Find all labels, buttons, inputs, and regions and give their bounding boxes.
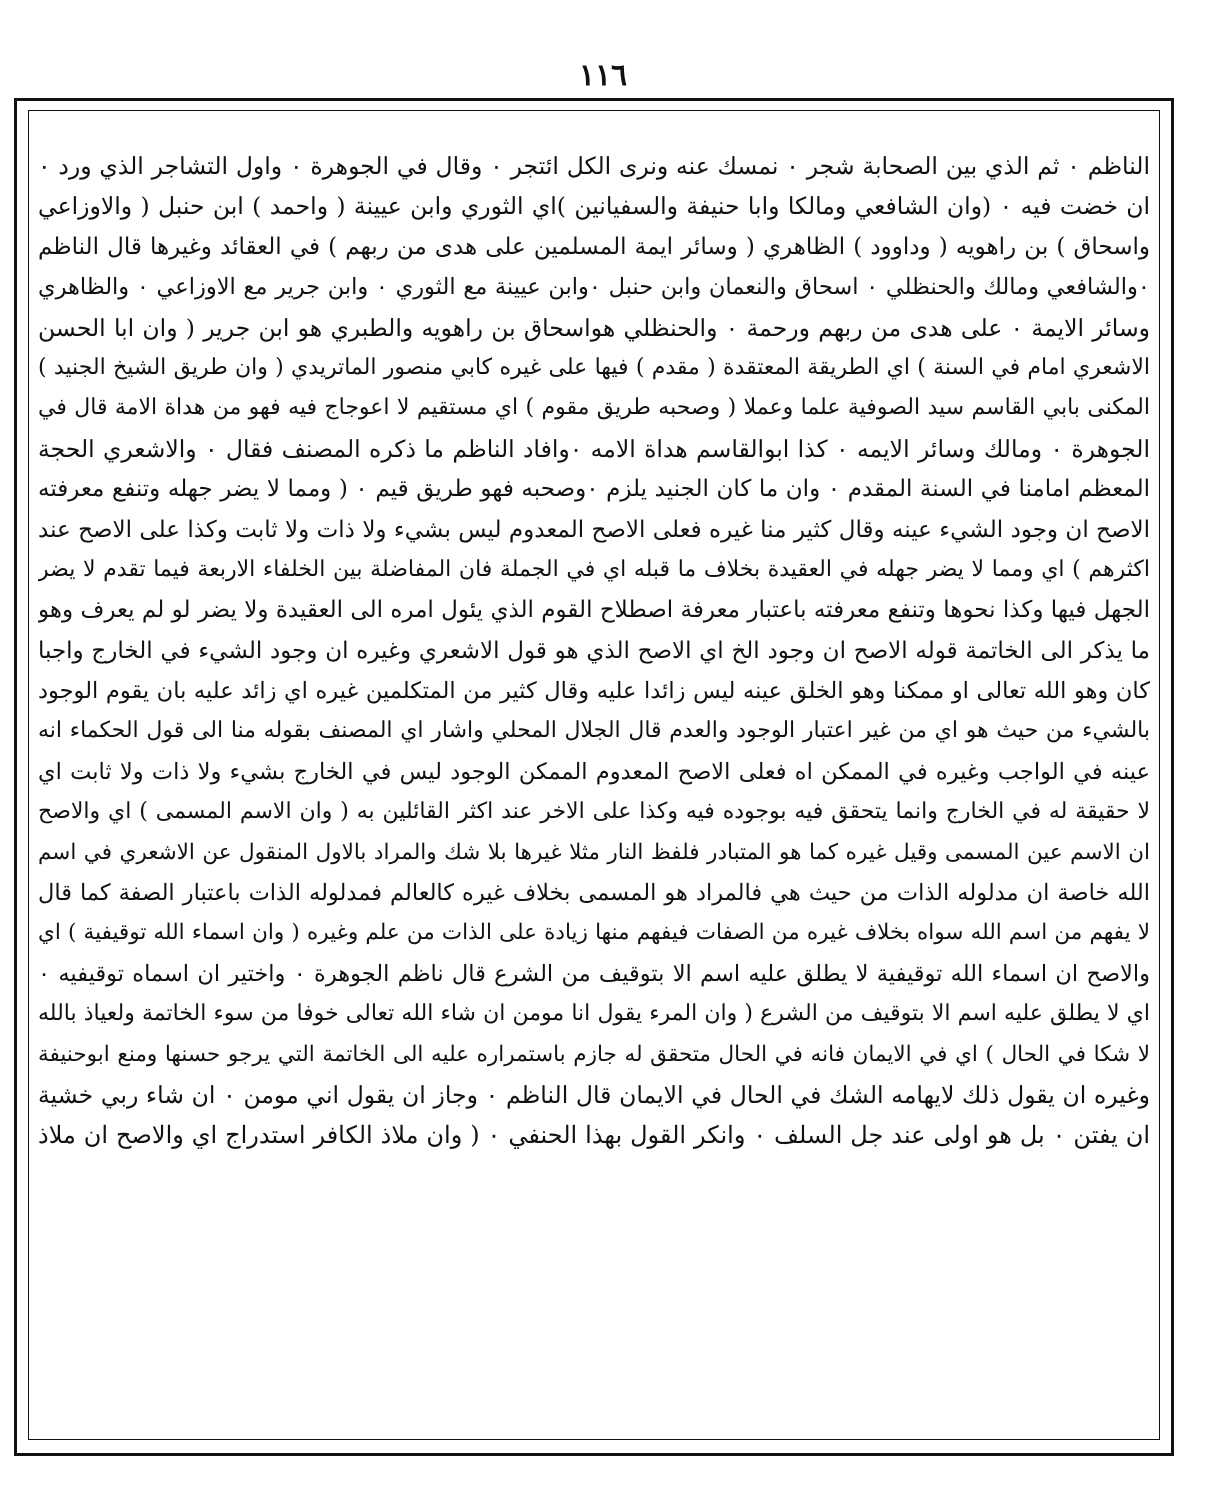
text-line: كان وهو الله تعالى او ممكنا وهو الخلق عينه ليس زائدا عليه وقال كثير من المتكلمين غيره اي زائد عليه بان يقوم الوجود	[38, 678, 1150, 705]
text-line: واسحاق ) بن راهويه ( وداوود ) الظاهري ( وسائر ايمة المسلمين على هدى من ربهم ) في العقائد وغيرها قال الناظم	[38, 233, 1150, 260]
text-line: الجهل فيها وكذا نحوها وتنفع معرفته باعتبار معرفة اصطلاح القوم الذي يئول امره الى العقيدة ولا يضر لو لم يعرف وهو	[38, 597, 1150, 624]
text-line: ان يفتن ٠ بل هو اولى عند جل السلف ٠ وانكر القول بهذا الحنفي ٠ ( وان ملاذ الكافر استدراج اي والاصح ان ملاذ	[38, 1121, 1150, 1150]
text-line: لا يفهم من اسم الله سواه بخلاف غيره من الصفات فيفهم منها زيادة على الذات من علم وغيره ( وان اسماء الله توقيفية ) اي	[38, 920, 1150, 946]
text-line: المكنى بابي القاسم سيد الصوفية علما وعملا ( وصحبه طريق مقوم ) اي مستقيم لا اعوجاج فيه فهو من هداة الامة قال في	[38, 395, 1150, 421]
text-line: الاصح ان وجود الشيء عينه وقال كثير منا غيره فعلى الاصح المعدوم ليس بشيء ولا ذات ولا ثابت وكذا على الاصح عند	[38, 516, 1150, 543]
text-line: ان خضت فيه ٠ (وان الشافعي ومالكا وابا حنيفة والسفيانين )اي الثوري وابن عيينة ( واحمد ) ابن حنبل ( والاوزاعي	[38, 192, 1150, 221]
page-number: ١١٦	[578, 58, 628, 93]
text-line: الناظم ٠ ثم الذي بين الصحابة شجر ٠ نمسك عنه ونرى الكل ائتجر ٠ وقال في الجوهرة ٠ واول التشاجر الذي ورد ٠	[38, 152, 1150, 180]
text-line: الله خاصة ان مدلوله الذات من حيث هي فالمراد هو المسمى بخلاف غيره كالعالم فمدلوله الذات باعتبار الصفة كما قال	[38, 880, 1150, 907]
text-line: الاشعري امام في السنة ) اي الطريقة المعتقدة ( مقدم ) فيها على غيره كابي منصور الماتريدي ( وان طريق الشيخ الجنيد )	[38, 354, 1150, 380]
text-line: بالشيء من حيث هو اي من غير اعتبار الوجود والعدم قال الجلال المحلي واشار اي المصنف بقوله منا الى قول الحكماء انه	[38, 718, 1150, 744]
text-line: اكثرهم ) اي ومما لا يضر جهله في العقيدة بخلاف ما قبله اي في الجملة فان المفاضلة بين الخلفاء الاربعة فيما تقدم لا يضر	[38, 556, 1150, 582]
text-line: ٠والشافعي ومالك والحنظلي ٠ اسحاق والنعمان وابن حنبل ٠وابن عيينة مع الثوري ٠ وابن جرير مع الاوزاعي ٠ والظاهري	[38, 274, 1150, 301]
text-line: ما يذكر الى الخاتمة قوله الاصح ان وجود الخ اي الاصح الذي هو قول الاشعري وغيره ان وجود الشيء في الخارج واجبا	[38, 637, 1150, 664]
text-line: وسائر الايمة ٠ على هدى من ربهم ورحمة ٠ والحنظلي هواسحاق بن راهويه والطبري هو ابن جرير ( وان ابا الحسن	[38, 313, 1150, 342]
text-line: عينه في الواجب وغيره في الممكن اه فعلى الاصح المعدوم الممكن الوجود ليس في الخارج بشيء ولا ذات ولا ثابت اي	[38, 758, 1150, 785]
text-line: والاصح ان اسماء الله توقيفية لا يطلق عليه اسم الا بتوقيف من الشرع قال ناظم الجوهرة ٠ واختير ان اسماه توقيفيه ٠	[38, 960, 1150, 987]
text-line: المعظم امامنا في السنة المقدم ٠ وان ما كان الجنيد يلزم ٠وصحبه فهو طريق قيم ٠ ( ومما لا يضر جهله وتنفع معرفته	[38, 476, 1150, 503]
text-line: لا حقيقة له في الخارج وانما يتحقق فيه بوجوده فيه وكذا على الاخر عند اكثر القائلين به ( وان الاسم المسمى ) اي والاصح	[38, 799, 1150, 825]
text-line: لا شكا في الحال ) اي في الايمان فانه في الحال متحقق له جازم باستمراره عليه الى الخاتمة التي يرجو حسنها ومنع ابوحنيفة	[38, 1041, 1150, 1067]
text-line: وغيره ان يقول ذلك لايهامه الشك في الحال في الايمان قال الناظم ٠ وجاز ان يقول اني مومن ٠ ان شاء ربي خشية	[38, 1080, 1150, 1109]
text-line: ان الاسم عين المسمى وقيل غيره كما هو المتبادر فلفظ النار مثلا غيرها بلا شك والمراد بالاول المنقول عن الاشعري في اسم	[38, 839, 1150, 865]
text-line: اي لا يطلق عليه اسم الا بتوقيف من الشرع ( وان المرء يقول انا مومن ان شاء الله تعالى خوفا من سوء الخاتمة ولعياذ بالله	[38, 1001, 1150, 1027]
text-body	[38, 146, 1150, 1156]
text-line: الجوهرة ٠ ومالك وسائر الايمه ٠ كذا ابوالقاسم هداة الامه ٠وافاد الناظم ما ذكره المصنف فقال ٠ والاشعري الحجة	[38, 434, 1150, 463]
